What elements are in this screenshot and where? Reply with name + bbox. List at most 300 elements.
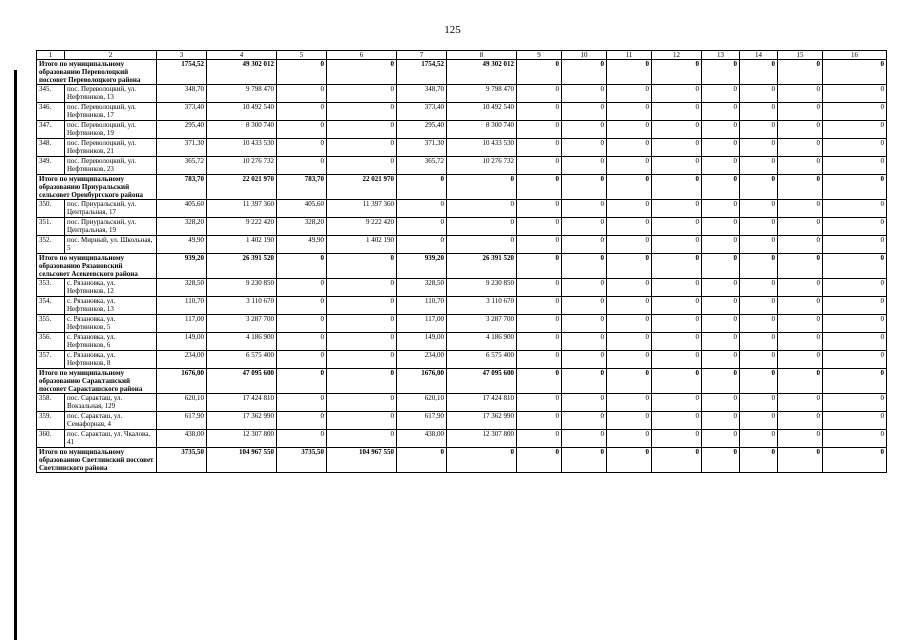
subtotal-label: Итого по муниципальному образованию Переволоцкий поссовет Переволоцкого района <box>37 60 157 85</box>
value-cell: 0 <box>702 103 740 121</box>
value-cell: 348,70 <box>397 85 447 103</box>
value-cell: 617,90 <box>157 412 207 430</box>
value-cell: 26 391 520 <box>207 254 277 279</box>
value-cell: 373,40 <box>157 103 207 121</box>
address-cell: с. Рязановка, ул. Нефтяников, 13 <box>65 297 157 315</box>
value-cell: 0 <box>778 157 823 175</box>
value-cell: 0 <box>778 351 823 369</box>
value-cell: 0 <box>562 103 607 121</box>
value-cell: 0 <box>778 430 823 448</box>
value-cell: 0 <box>277 315 327 333</box>
value-cell: 9 798 470 <box>447 85 517 103</box>
value-cell: 0 <box>778 236 823 254</box>
value-cell: 0 <box>327 85 397 103</box>
value-cell: 0 <box>517 369 562 394</box>
value-cell: 0 <box>327 315 397 333</box>
column-number-cell: 6 <box>327 51 397 60</box>
value-cell: 0 <box>447 218 517 236</box>
value-cell: 0 <box>607 139 652 157</box>
value-cell: 0 <box>277 430 327 448</box>
value-cell: 0 <box>702 279 740 297</box>
value-cell: 0 <box>702 254 740 279</box>
value-cell: 3 110 670 <box>447 297 517 315</box>
row-index-cell: 345. <box>37 85 65 103</box>
table-row <box>37 333 887 351</box>
value-cell: 0 <box>702 394 740 412</box>
value-cell: 49,90 <box>157 236 207 254</box>
column-number-cell: 14 <box>740 51 778 60</box>
table-row <box>37 351 887 369</box>
value-cell: 620,10 <box>157 394 207 412</box>
value-cell: 0 <box>652 297 702 315</box>
value-cell: 0 <box>447 448 517 473</box>
value-cell: 0 <box>778 279 823 297</box>
value-cell: 0 <box>740 394 778 412</box>
value-cell: 0 <box>277 412 327 430</box>
value-cell: 0 <box>702 85 740 103</box>
value-cell: 17 362 990 <box>207 412 277 430</box>
value-cell: 0 <box>702 236 740 254</box>
value-cell: 0 <box>702 121 740 139</box>
row-index-cell: 355. <box>37 315 65 333</box>
value-cell: 10 492 540 <box>447 103 517 121</box>
value-cell: 0 <box>740 430 778 448</box>
value-cell: 9 222 420 <box>327 218 397 236</box>
value-cell: 0 <box>607 430 652 448</box>
row-index-cell: 346. <box>37 103 65 121</box>
value-cell: 328,20 <box>157 218 207 236</box>
column-number-cell: 8 <box>447 51 517 60</box>
value-cell: 0 <box>517 448 562 473</box>
value-cell: 49,90 <box>277 236 327 254</box>
value-cell: 0 <box>702 333 740 351</box>
value-cell: 0 <box>652 394 702 412</box>
value-cell: 0 <box>778 315 823 333</box>
address-cell: пос. Саракташ, ул. Чкалова, 41 <box>65 430 157 448</box>
value-cell: 0 <box>517 218 562 236</box>
value-cell: 371,30 <box>397 139 447 157</box>
value-cell: 0 <box>517 333 562 351</box>
column-number-cell: 13 <box>702 51 740 60</box>
value-cell: 0 <box>517 430 562 448</box>
row-index-cell: 357. <box>37 351 65 369</box>
value-cell: 1676,00 <box>397 369 447 394</box>
column-number-cell: 15 <box>778 51 823 60</box>
address-cell: пос. Саракташ, ул. Семафорная, 4 <box>65 412 157 430</box>
value-cell: 0 <box>277 85 327 103</box>
value-cell: 0 <box>740 85 778 103</box>
value-cell: 10 276 732 <box>207 157 277 175</box>
column-number-cell: 9 <box>517 51 562 60</box>
table-row <box>37 315 887 333</box>
row-index-cell: 351. <box>37 218 65 236</box>
value-cell: 0 <box>277 333 327 351</box>
value-cell: 0 <box>652 218 702 236</box>
value-cell: 0 <box>327 60 397 85</box>
table-row <box>37 121 887 139</box>
value-cell: 0 <box>740 254 778 279</box>
value-cell: 0 <box>277 369 327 394</box>
value-cell: 295,40 <box>397 121 447 139</box>
value-cell: 10 276 732 <box>447 157 517 175</box>
value-cell: 0 <box>702 157 740 175</box>
value-cell: 0 <box>740 448 778 473</box>
value-cell: 0 <box>823 85 887 103</box>
value-cell: 371,30 <box>157 139 207 157</box>
value-cell: 0 <box>778 60 823 85</box>
value-cell: 0 <box>562 60 607 85</box>
value-cell: 0 <box>607 369 652 394</box>
value-cell: 0 <box>517 121 562 139</box>
value-cell: 0 <box>652 412 702 430</box>
value-cell: 0 <box>823 333 887 351</box>
value-cell: 104 967 550 <box>207 448 277 473</box>
value-cell: 6 575 400 <box>207 351 277 369</box>
value-cell: 0 <box>652 369 702 394</box>
value-cell: 0 <box>702 412 740 430</box>
value-cell: 0 <box>517 85 562 103</box>
value-cell: 0 <box>607 85 652 103</box>
value-cell: 0 <box>740 103 778 121</box>
value-cell: 9 798 470 <box>207 85 277 103</box>
value-cell: 0 <box>517 297 562 315</box>
value-cell: 0 <box>652 448 702 473</box>
value-cell: 0 <box>327 430 397 448</box>
value-cell: 10 433 530 <box>447 139 517 157</box>
value-cell: 0 <box>823 254 887 279</box>
column-number-cell: 2 <box>65 51 157 60</box>
value-cell: 0 <box>327 412 397 430</box>
value-cell: 328,20 <box>277 218 327 236</box>
value-cell: 234,00 <box>397 351 447 369</box>
value-cell: 22 021 970 <box>207 175 277 200</box>
value-cell: 0 <box>702 60 740 85</box>
value-cell: 0 <box>607 218 652 236</box>
value-cell: 0 <box>823 412 887 430</box>
value-cell: 49 302 012 <box>447 60 517 85</box>
value-cell: 365,72 <box>157 157 207 175</box>
value-cell: 0 <box>740 175 778 200</box>
value-cell: 110,70 <box>397 297 447 315</box>
value-cell: 0 <box>327 351 397 369</box>
value-cell: 0 <box>702 297 740 315</box>
column-number-cell: 10 <box>562 51 607 60</box>
value-cell: 0 <box>652 60 702 85</box>
value-cell: 0 <box>562 218 607 236</box>
value-cell: 617,90 <box>397 412 447 430</box>
value-cell: 117,00 <box>397 315 447 333</box>
row-index-cell: 356. <box>37 333 65 351</box>
value-cell: 0 <box>740 121 778 139</box>
value-cell: 0 <box>517 157 562 175</box>
value-cell: 0 <box>652 175 702 200</box>
value-cell: 0 <box>562 369 607 394</box>
value-cell: 8 300 740 <box>447 121 517 139</box>
value-cell: 0 <box>652 351 702 369</box>
value-cell: 0 <box>778 139 823 157</box>
value-cell: 0 <box>652 139 702 157</box>
row-index-cell: 350. <box>37 200 65 218</box>
value-cell: 0 <box>562 412 607 430</box>
address-cell: пос. Переволоцкий, ул. Нефтяников, 19 <box>65 121 157 139</box>
value-cell: 0 <box>562 351 607 369</box>
value-cell: 0 <box>397 236 447 254</box>
value-cell: 0 <box>607 175 652 200</box>
address-cell: пос. Переволоцкий, ул. Нефтяников, 23 <box>65 157 157 175</box>
value-cell: 0 <box>778 394 823 412</box>
value-cell: 10 433 530 <box>207 139 277 157</box>
table-row <box>37 236 887 254</box>
value-cell: 117,00 <box>157 315 207 333</box>
value-cell: 0 <box>740 315 778 333</box>
value-cell: 3 287 700 <box>447 315 517 333</box>
table-row <box>37 157 887 175</box>
value-cell: 0 <box>607 157 652 175</box>
value-cell: 17 424 810 <box>207 394 277 412</box>
value-cell: 0 <box>397 448 447 473</box>
value-cell: 0 <box>277 351 327 369</box>
value-cell: 365,72 <box>397 157 447 175</box>
value-cell: 0 <box>447 200 517 218</box>
subtotal-label: Итого по муниципальному образованию Приуральский сельсовет Оренбургского района <box>37 175 157 200</box>
value-cell: 22 021 970 <box>327 175 397 200</box>
value-cell: 4 186 900 <box>447 333 517 351</box>
value-cell: 0 <box>562 200 607 218</box>
value-cell: 0 <box>823 430 887 448</box>
value-cell: 0 <box>778 412 823 430</box>
value-cell: 0 <box>562 139 607 157</box>
value-cell: 0 <box>517 139 562 157</box>
value-cell: 234,00 <box>157 351 207 369</box>
value-cell: 0 <box>277 157 327 175</box>
value-cell: 0 <box>778 297 823 315</box>
table-row <box>37 103 887 121</box>
value-cell: 0 <box>562 236 607 254</box>
value-cell: 0 <box>517 315 562 333</box>
value-cell: 0 <box>562 85 607 103</box>
value-cell: 0 <box>823 315 887 333</box>
value-cell: 0 <box>517 412 562 430</box>
value-cell: 0 <box>652 103 702 121</box>
value-cell: 0 <box>517 175 562 200</box>
value-cell: 104 967 550 <box>327 448 397 473</box>
value-cell: 0 <box>327 157 397 175</box>
value-cell: 0 <box>740 157 778 175</box>
value-cell: 0 <box>562 333 607 351</box>
value-cell: 0 <box>652 333 702 351</box>
value-cell: 0 <box>607 412 652 430</box>
value-cell: 17 362 990 <box>447 412 517 430</box>
table-row <box>37 279 887 297</box>
value-cell: 149,00 <box>397 333 447 351</box>
value-cell: 0 <box>652 85 702 103</box>
value-cell: 0 <box>740 412 778 430</box>
value-cell: 328,50 <box>397 279 447 297</box>
value-cell: 0 <box>702 351 740 369</box>
value-cell: 3735,50 <box>277 448 327 473</box>
value-cell: 0 <box>778 218 823 236</box>
value-cell: 0 <box>823 200 887 218</box>
value-cell: 0 <box>702 175 740 200</box>
address-cell: с. Рязановка, ул. Нефтяников, 6 <box>65 333 157 351</box>
subtotal-label: Итого по муниципальному образованию Рязановский сельсовет Асекеевского района <box>37 254 157 279</box>
value-cell: 0 <box>277 121 327 139</box>
row-index-cell: 347. <box>37 121 65 139</box>
value-cell: 1 402 190 <box>327 236 397 254</box>
value-cell: 26 391 520 <box>447 254 517 279</box>
value-cell: 0 <box>823 157 887 175</box>
column-number-cell: 7 <box>397 51 447 60</box>
value-cell: 0 <box>562 157 607 175</box>
subtotal-label: Итого по муниципальному образованию Светлинский поссовет Светлинского района <box>37 448 157 473</box>
value-cell: 0 <box>327 369 397 394</box>
value-cell: 0 <box>562 297 607 315</box>
value-cell: 0 <box>652 236 702 254</box>
value-cell: 0 <box>823 60 887 85</box>
value-cell: 0 <box>277 279 327 297</box>
column-number-cell: 5 <box>277 51 327 60</box>
value-cell: 0 <box>740 333 778 351</box>
value-cell: 0 <box>327 279 397 297</box>
value-cell: 0 <box>778 175 823 200</box>
value-cell: 0 <box>702 369 740 394</box>
value-cell: 0 <box>277 297 327 315</box>
value-cell: 405,60 <box>277 200 327 218</box>
value-cell: 0 <box>778 121 823 139</box>
value-cell: 0 <box>607 279 652 297</box>
value-cell: 9 230 850 <box>207 279 277 297</box>
value-cell: 0 <box>778 200 823 218</box>
value-cell: 0 <box>778 85 823 103</box>
value-cell: 0 <box>778 369 823 394</box>
value-cell: 405,60 <box>157 200 207 218</box>
subtotal-row <box>37 254 887 279</box>
row-index-cell: 358. <box>37 394 65 412</box>
row-index-cell: 348. <box>37 139 65 157</box>
subtotal-row <box>37 60 887 85</box>
value-cell: 348,70 <box>157 85 207 103</box>
value-cell: 0 <box>652 121 702 139</box>
binding-margin-line <box>14 70 17 640</box>
value-cell: 0 <box>607 121 652 139</box>
value-cell: 0 <box>517 103 562 121</box>
value-cell: 0 <box>607 448 652 473</box>
subtotal-label: Итого по муниципальному образованию Саракташский поссовет Саракташского района <box>37 369 157 394</box>
value-cell: 0 <box>562 279 607 297</box>
value-cell: 0 <box>277 394 327 412</box>
value-cell: 0 <box>823 369 887 394</box>
row-index-cell: 360. <box>37 430 65 448</box>
value-cell: 0 <box>740 200 778 218</box>
value-cell: 0 <box>823 394 887 412</box>
address-cell: пос. Переволоцкий, ул. Нефтяников, 17 <box>65 103 157 121</box>
value-cell: 0 <box>823 218 887 236</box>
value-cell: 0 <box>327 394 397 412</box>
value-cell: 0 <box>652 430 702 448</box>
row-index-cell: 349. <box>37 157 65 175</box>
value-cell: 0 <box>277 139 327 157</box>
value-cell: 373,40 <box>397 103 447 121</box>
value-cell: 0 <box>327 121 397 139</box>
value-cell: 0 <box>823 103 887 121</box>
subtotal-row <box>37 448 887 473</box>
value-cell: 6 575 400 <box>447 351 517 369</box>
value-cell: 12 307 800 <box>207 430 277 448</box>
value-cell: 0 <box>397 175 447 200</box>
value-cell: 0 <box>607 200 652 218</box>
value-cell: 0 <box>823 279 887 297</box>
value-cell: 0 <box>702 200 740 218</box>
value-cell: 0 <box>778 448 823 473</box>
value-cell: 783,70 <box>277 175 327 200</box>
subtotal-row <box>37 175 887 200</box>
value-cell: 0 <box>702 448 740 473</box>
value-cell: 0 <box>607 236 652 254</box>
table-row <box>37 200 887 218</box>
value-cell: 0 <box>607 333 652 351</box>
value-cell: 0 <box>652 315 702 333</box>
row-index-cell: 352. <box>37 236 65 254</box>
value-cell: 0 <box>702 218 740 236</box>
value-cell: 0 <box>562 394 607 412</box>
subtotal-row <box>37 369 887 394</box>
value-cell: 0 <box>277 254 327 279</box>
value-cell: 0 <box>778 333 823 351</box>
value-cell: 438,00 <box>397 430 447 448</box>
value-cell: 328,50 <box>157 279 207 297</box>
value-cell: 8 300 740 <box>207 121 277 139</box>
table-row <box>37 394 887 412</box>
table-row <box>37 85 887 103</box>
value-cell: 0 <box>517 351 562 369</box>
value-cell: 0 <box>327 333 397 351</box>
value-cell: 0 <box>607 60 652 85</box>
address-cell: пос. Приуральский, ул. Центральная, 17 <box>65 200 157 218</box>
column-number-cell: 3 <box>157 51 207 60</box>
table-row <box>37 139 887 157</box>
value-cell: 0 <box>740 351 778 369</box>
value-cell: 0 <box>607 254 652 279</box>
value-cell: 0 <box>607 394 652 412</box>
value-cell: 0 <box>327 254 397 279</box>
value-cell: 0 <box>652 157 702 175</box>
address-cell: пос. Переволоцкий, ул. Нефтяников, 13 <box>65 85 157 103</box>
address-cell: пос. Приуральский, ул. Центральная, 19 <box>65 218 157 236</box>
value-cell: 0 <box>778 254 823 279</box>
value-cell: 0 <box>823 236 887 254</box>
value-cell: 0 <box>562 430 607 448</box>
value-cell: 0 <box>607 103 652 121</box>
row-index-cell: 359. <box>37 412 65 430</box>
value-cell: 0 <box>562 175 607 200</box>
value-cell: 0 <box>740 218 778 236</box>
value-cell: 3 287 700 <box>207 315 277 333</box>
value-cell: 0 <box>517 236 562 254</box>
value-cell: 0 <box>562 448 607 473</box>
housing-fund-table <box>36 50 887 473</box>
address-cell: пос. Мирный, ул. Школьная, 5 <box>65 236 157 254</box>
value-cell: 0 <box>652 200 702 218</box>
value-cell: 3 110 670 <box>207 297 277 315</box>
value-cell: 1676,00 <box>157 369 207 394</box>
address-cell: с. Рязановка, ул. Нефтяников, 12 <box>65 279 157 297</box>
value-cell: 0 <box>327 103 397 121</box>
address-cell: пос. Саракташ, ул. Вокзальная, 129 <box>65 394 157 412</box>
value-cell: 0 <box>740 279 778 297</box>
value-cell: 0 <box>740 139 778 157</box>
value-cell: 438,00 <box>157 430 207 448</box>
value-cell: 0 <box>327 139 397 157</box>
